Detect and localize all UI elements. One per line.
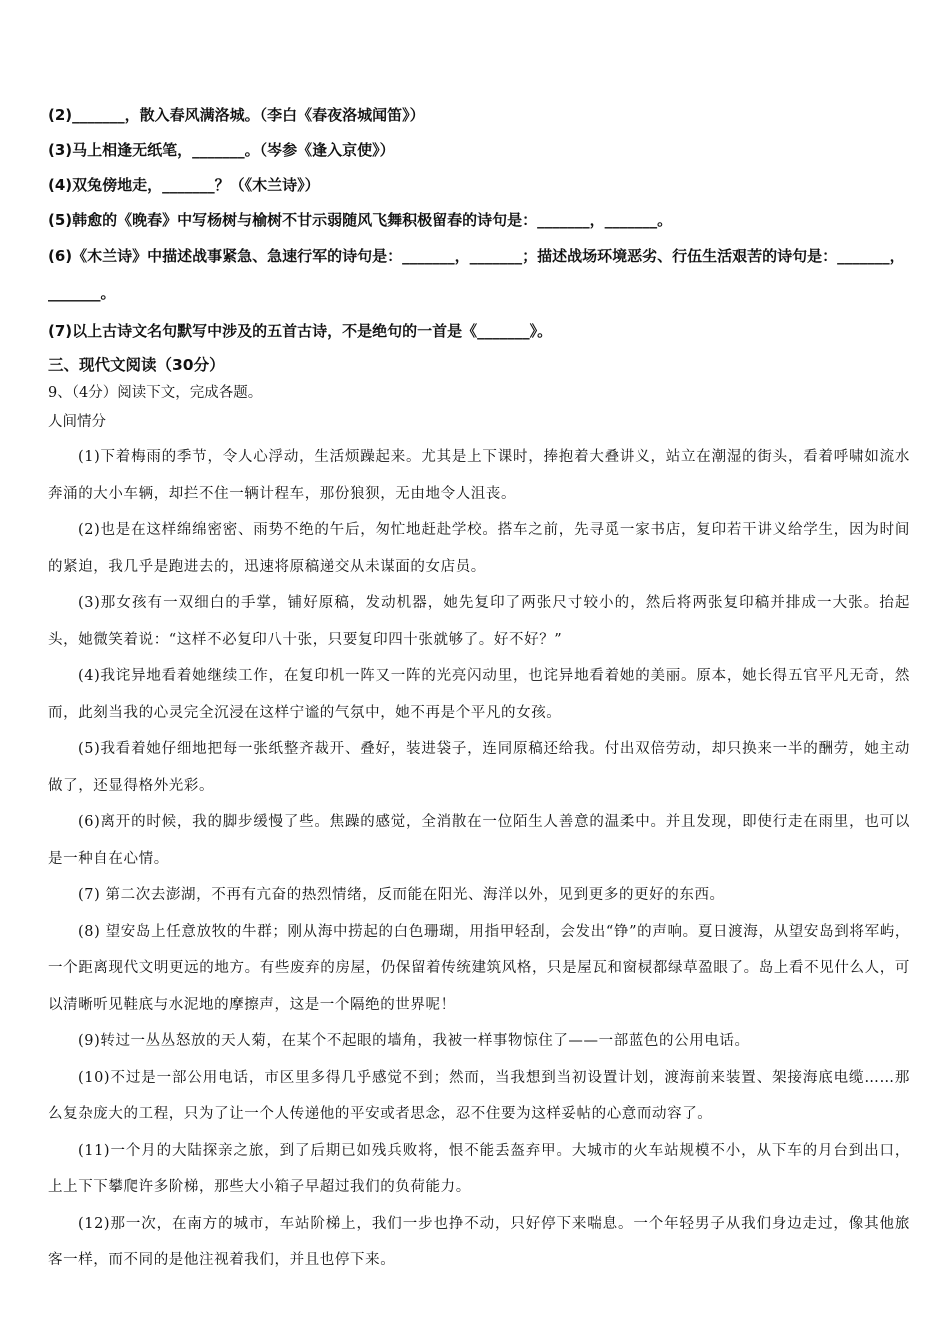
paragraph-7: (7) 第二次去澎湖，不再有亢奋的热烈情绪，反而能在阳光、海洋以外，见到更多的更好的东西。	[78, 887, 725, 903]
question-6: (6)《木兰诗》中描述战事紧急、急速行军的诗句是：_______，_______；描述战场环境恶劣、行伍生活艰苦的诗句是：_______，_______。	[48, 247, 905, 302]
task-instruction: 9、（4分）阅读下文，完成各题。	[48, 385, 263, 401]
paragraph-2: (2)也是在这样绵绵密密、雨势不绝的午后，匆忙地赶赴学校。搭车之前，先寻觅一家书店，复印若干讲义给学生，因为时间的紧迫，我几乎是跑进去的，迅速将原稿递交从未谋面的女店员。	[48, 522, 910, 575]
paragraph-4: (4)我诧异地看着她继续工作，在复印机一阵又一阵的光亮闪动里，也诧异地看着她的美丽。原本，她长得五官平凡无奇，然而，此刻当我的心灵完全沉浸在这样宁谧的气氛中，她不再是个平凡的女孩。	[48, 668, 910, 721]
article-title: 人间情分	[48, 414, 106, 430]
paragraph-10: (10)不过是一部公用电话，市区里多得几乎感觉不到；然而，当我想到当初设置计划，渡海前来装置、架接海底电缆……那么复杂庞大的工程，只为了让一个人传递他的平安或者思念，忍不住要为这样妥帖的心意而动容了。	[48, 1069, 910, 1122]
document-page	[48, 98, 910, 1279]
question-5: (5)韩愈的《晚春》中写杨树与榆树不甘示弱随风飞舞积极留春的诗句是：_______，_______。	[48, 211, 673, 229]
paragraph-5: (5)我看着她仔细地把每一张纸整齐裁开、叠好，装进袋子，连同原稿还给我。付出双倍劳动，却只换来一半的酬劳，她主动做了，还显得格外光彩。	[48, 741, 910, 794]
paragraph-11: (11)一个月的大陆探亲之旅，到了后期已如残兵败将，恨不能丢盔弃甲。大城市的火车站规模不小，从下车的月台到出口，上上下下攀爬许多阶梯，那些大小箱子早超过我们的负荷能力。	[48, 1142, 910, 1195]
paragraph-8: (8) 望安岛上任意放牧的牛群；刚从海中捞起的白色珊瑚，用指甲轻刮，会发出“铮”的声响。夏日渡海，从望安岛到将军屿，一个距离现代文明更远的地方。有些废弃的房屋，仍保留着传统建筑风格，只是屋瓦和窗棂都绿草盈眼了。岛上看不见什么人，可以清晰听见鞋底与水泥地的摩擦声，这是一个隔绝的世界呢！	[48, 923, 910, 1013]
question-7: (7)以上古诗文名句默写中涉及的五首古诗，不是绝句的一首是《_______》。	[48, 322, 553, 340]
paragraph-3: (3)那女孩有一双细白的手掌，铺好原稿，发动机器，她先复印了两张尺寸较小的，然后将两张复印稿并排成一大张。抬起头，她微笑着说：“这样不必复印八十张，只要复印四十张就够了。好不好？”	[48, 595, 910, 648]
paragraph-12: (12)那一次，在南方的城市，车站阶梯上，我们一步也挣不动，只好停下来喘息。一个年轻男子从我们身边走过，像其他旅客一样，而不同的是他注视着我们，并且也停下来。	[48, 1215, 910, 1268]
paragraph-9: (9)转过一丛丛怒放的天人菊，在某个不起眼的墙角，我被一样事物惊住了——一部蓝色的公用电话。	[78, 1033, 750, 1049]
question-4: (4)双兔傍地走，_______？（《木兰诗》）	[48, 176, 320, 194]
question-3: (3)马上相逢无纸笔，_______。（岑参《逢入京使》）	[48, 141, 395, 159]
paragraph-6: (6)离开的时候，我的脚步缓慢了些。焦躁的感觉，全消散在一位陌生人善意的温柔中。并且发现，即使行走在雨里，也可以是一种自在心情。	[48, 814, 910, 867]
paragraph-1: (1)下着梅雨的季节，令人心浮动，生活烦躁起来。尤其是上下课时，捧抱着大叠讲义，站立在潮湿的街头，看着呼啸如流水奔涌的大小车辆，却拦不住一辆计程车，那份狼狈，无由地令人沮丧。	[48, 449, 910, 502]
section-title: 三、现代文阅读（30分）	[48, 356, 225, 374]
question-2: (2)_______，散入春风满洛城。（李白《春夜洛城闻笛》）	[48, 106, 425, 124]
